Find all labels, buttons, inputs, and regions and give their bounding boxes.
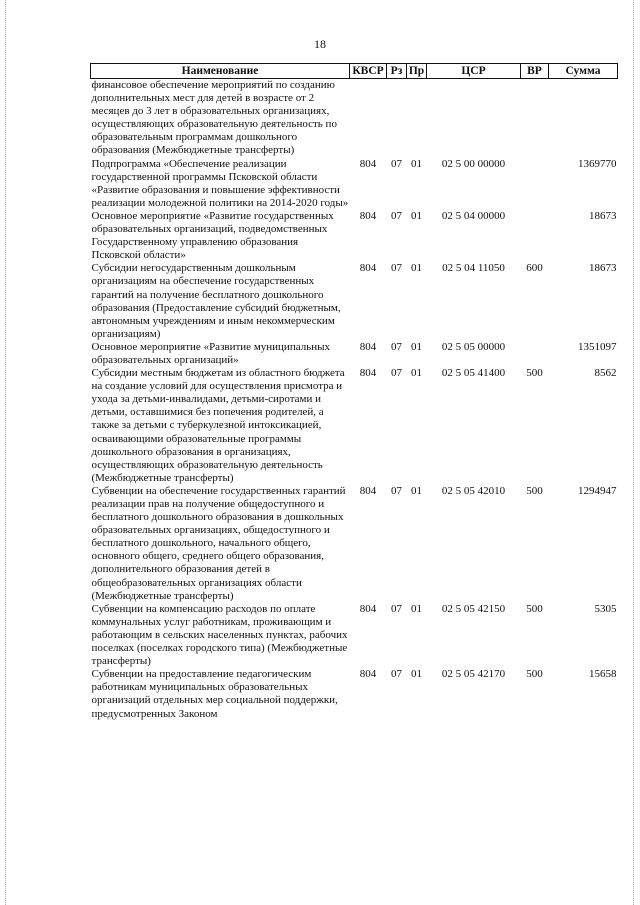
- table-row: [91, 485, 618, 603]
- column-header-pr: Пр: [407, 64, 427, 79]
- cell-sum: 18673: [589, 262, 617, 275]
- table-row: [91, 367, 618, 485]
- cell-csr: [427, 79, 521, 158]
- cell-kvsr: 804: [359, 484, 377, 497]
- cell-csr: 02 5 00 00000: [441, 157, 506, 170]
- scan-edge-right: [633, 0, 635, 905]
- page-number: 18: [314, 37, 326, 51]
- table-row: [91, 262, 618, 341]
- cell-name: Субсидии местным бюджетам из областного бюджета на создание условий для осуществления присмотра и ухода за детьми-инвалидами, детьми-сиротами и детьми, оставшимися без попечения родителей, а также за детьми с туберкулезной интоксикацией, осваивающими образовательные программы дошкольного образования в организациях, осуществляющих образовательную деятельность (Межбюджетные трансферты): [91, 367, 345, 484]
- table-header-row: [91, 64, 618, 79]
- cell-vr: [521, 79, 549, 158]
- cell-vr: 600: [526, 262, 543, 275]
- cell-sum: [549, 79, 618, 158]
- cell-name: Основное мероприятие «Развитие муниципальных образовательных организаций»: [91, 340, 330, 366]
- cell-pr: 01: [411, 157, 422, 170]
- cell-rz: 07: [391, 668, 402, 681]
- cell-name: Субвенции на компенсацию расходов по оплате коммунальных услуг работникам, проживающим и работающим в сельских населенных пунктах, рабочих поселках (поселках городского типа) (Межбюджетные трансферты): [91, 602, 348, 668]
- scan-edge-left: [5, 0, 7, 905]
- cell-csr: 02 5 05 42010: [441, 484, 506, 497]
- cell-rz: 07: [391, 209, 402, 222]
- cell-vr: 500: [526, 367, 543, 380]
- cell-kvsr: 804: [359, 668, 377, 681]
- cell-sum: 15658: [589, 668, 617, 681]
- cell-rz: 07: [391, 367, 402, 380]
- cell-pr: 01: [411, 668, 422, 681]
- cell-vr: [521, 341, 549, 367]
- cell-csr: 02 5 04 11050: [442, 262, 505, 275]
- cell-vr: [521, 210, 549, 262]
- cell-kvsr: 804: [359, 340, 377, 353]
- cell-kvsr: 804: [359, 157, 377, 170]
- cell-pr: [407, 79, 427, 158]
- column-header-vr: ВР: [521, 64, 549, 79]
- cell-kvsr: 804: [359, 602, 377, 615]
- cell-sum: 1351097: [578, 340, 617, 353]
- cell-pr: 01: [411, 340, 422, 353]
- cell-rz: 07: [391, 157, 402, 170]
- cell-csr: 02 5 05 41400: [441, 367, 506, 380]
- cell-rz: 07: [391, 262, 402, 275]
- cell-csr: 02 5 05 00000: [441, 340, 506, 353]
- cell-name: Субсидии негосударственным дошкольным организациям на обеспечение государственных гарантий на получение бесплатного дошкольного образования (Предоставление субсидий бюджетным, автономным учреждениям и иным некоммерческим организациям): [91, 262, 341, 340]
- cell-rz: [387, 79, 407, 158]
- cell-sum: 1294947: [578, 484, 617, 497]
- cell-sum: 1369770: [578, 157, 617, 170]
- cell-rz: 07: [391, 340, 402, 353]
- cell-vr: 500: [526, 484, 543, 497]
- cell-kvsr: 804: [359, 209, 377, 222]
- cell-name: Основное мероприятие «Развитие государственных образовательных организаций, подведомственных Государственному управлению образования Псковской области»: [91, 209, 334, 262]
- cell-name: Субвенции на предоставление педагогическим работникам муниципальных образовательных организаций отдельных мер социальной поддержки, предусмотренных Законом: [91, 668, 338, 720]
- cell-vr: 500: [526, 602, 543, 615]
- cell-pr: 01: [411, 262, 422, 275]
- cell-pr: 01: [411, 602, 422, 615]
- cell-csr: 02 5 05 42150: [441, 602, 506, 615]
- cell-csr: 02 5 04 00000: [441, 209, 506, 222]
- cell-name: Субвенции на обеспечение государственных гарантий реализации прав на получение общедоступного и бесплатного дошкольного образования в дошкольных образовательных организациях, общедоступного и бесплатного дошкольного, начального общего, основного общего, среднего общего образования, дополнительного образования детей в общеобразовательных организациях области (Межбюджетные трансферты): [91, 484, 346, 602]
- cell-sum: 8562: [594, 367, 617, 380]
- cell-pr: 01: [411, 209, 422, 222]
- cell-vr: [521, 158, 549, 210]
- cell-name: финансовое обеспечение мероприятий по созданию дополнительных мест для детей в возрасте от 2 месяцев до 3 лет в образовательных организациях, осуществляющих образовательную деятельность по образовательным программам дошкольного образования (Межбюджетные трансферты): [91, 79, 337, 157]
- column-header-rz: Рз: [387, 64, 407, 79]
- cell-vr: 500: [526, 668, 543, 681]
- cell-name: Подпрограмма «Обеспечение реализации государственной программы Псковской области «Развитие образования и повышение эффективности реализации молодежной политики на 2014-2020 годы»: [91, 157, 349, 209]
- column-header-name: Наименование: [91, 64, 350, 79]
- table-row: [91, 603, 618, 668]
- cell-kvsr: 804: [359, 367, 377, 380]
- table-row: [91, 158, 618, 210]
- cell-sum: 18673: [589, 209, 617, 222]
- column-header-kvsr: КВСР: [350, 64, 387, 79]
- table-row: [91, 210, 618, 262]
- cell-pr: 01: [411, 367, 422, 380]
- cell-sum: 5305: [594, 602, 617, 615]
- budget-table: [90, 63, 618, 721]
- table-row: [91, 668, 618, 720]
- cell-rz: 07: [391, 602, 402, 615]
- table-row: [91, 341, 618, 367]
- cell-csr: 02 5 05 42170: [441, 668, 506, 681]
- table-body: [91, 79, 618, 721]
- cell-pr: 01: [411, 484, 422, 497]
- cell-kvsr: [350, 79, 387, 158]
- column-header-sum: Сумма: [549, 64, 618, 79]
- cell-rz: 07: [391, 484, 402, 497]
- cell-kvsr: 804: [359, 262, 377, 275]
- table-row: [91, 79, 618, 158]
- column-header-csr: ЦСР: [427, 64, 521, 79]
